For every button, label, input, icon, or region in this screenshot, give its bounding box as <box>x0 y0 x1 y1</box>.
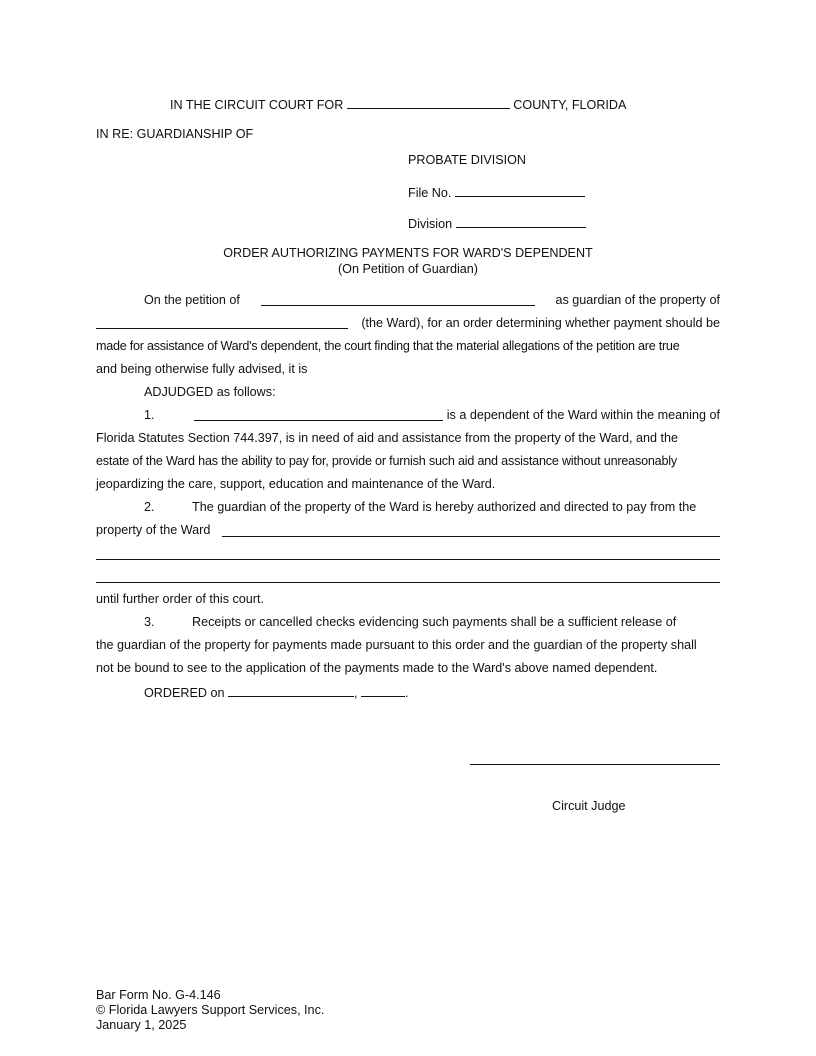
bar-form-number: Bar Form No. G-4.146 <box>96 988 221 1002</box>
petition-line-2 <box>96 316 720 330</box>
petition-line-4: and being otherwise fully advised, it is <box>96 362 308 376</box>
item-1-text-a: is a dependent of the Ward within the meaning of <box>446 408 720 422</box>
file-no-field <box>408 184 585 200</box>
county-blank[interactable] <box>347 96 510 109</box>
in-re-label: IN RE: GUARDIANSHIP OF <box>96 127 254 141</box>
ordered-line <box>144 684 408 700</box>
petition-line-3: made for assistance of Ward's dependent, the court finding that the material allegations of the petition are true <box>96 339 680 353</box>
court-suffix: COUNTY, FLORIDA <box>513 98 627 112</box>
probate-division-label: PROBATE DIVISION <box>408 153 527 167</box>
order-year-blank[interactable] <box>361 684 405 697</box>
court-prefix: IN THE CIRCUIT COURT FOR <box>170 98 344 112</box>
judge-signature-line[interactable] <box>470 764 720 765</box>
item-3-number: 3. <box>144 615 155 629</box>
order-date-blank[interactable] <box>228 684 354 697</box>
item-1-line-1 <box>96 408 720 422</box>
ordered-period: . <box>404 686 409 700</box>
petition-of-text: On the petition of <box>144 293 240 307</box>
item-2-line-2: property of the Ward <box>96 523 211 537</box>
order-subtitle: (On Petition of Guardian) <box>337 262 478 276</box>
item-3-line-2: the guardian of the property for payments made pursuant to this order and the guardian of the property shall <box>96 638 697 652</box>
item-3-line-1: Receipts or cancelled checks evidencing such payments shall be a sufficient release of <box>192 615 677 629</box>
item-2-line-3: until further order of this court. <box>96 592 264 606</box>
item-3-line-3: not be bound to see to the application of the payments made to the Ward's above named dependent. <box>96 661 658 675</box>
ordered-comma: , <box>353 686 358 700</box>
order-title: ORDER AUTHORIZING PAYMENTS FOR WARD'S DEPENDENT <box>223 246 593 260</box>
file-no-blank[interactable] <box>455 184 585 197</box>
item-2-line-1: The guardian of the property of the Ward is hereby authorized and directed to pay from the <box>192 500 697 514</box>
adjudged-text: ADJUDGED as follows: <box>144 385 276 399</box>
item-1-line-4: jeopardizing the care, support, education and maintenance of the Ward. <box>96 477 496 491</box>
item-2-number: 2. <box>144 500 155 514</box>
petition-line-1 <box>96 293 720 307</box>
ordered-text: ORDERED on <box>144 686 225 700</box>
item-1-number: 1. <box>144 408 155 422</box>
copyright-notice: © Florida Lawyers Support Services, Inc. <box>96 1003 325 1017</box>
court-heading <box>170 96 626 112</box>
file-no-label: File No. <box>408 186 452 200</box>
payment-details-blank-1[interactable] <box>222 536 720 537</box>
form-date: January 1, 2025 <box>96 1018 187 1032</box>
the-ward-text: (the Ward), for an order determining whether payment should be <box>361 316 720 330</box>
division-field-label: Division <box>408 217 453 231</box>
circuit-judge-label: Circuit Judge <box>552 799 626 813</box>
petitioner-blank[interactable] <box>261 293 535 306</box>
division-blank[interactable] <box>456 215 586 228</box>
item-1-line-2: Florida Statutes Section 744.397, is in need of aid and assistance from the property of the Ward, and the <box>96 431 678 445</box>
guardian-of-text: as guardian of the property of <box>555 293 720 307</box>
item-1-line-3: estate of the Ward has the ability to pay for, provide or furnish such aid and assistance without unreasonably <box>96 454 677 468</box>
ward-name-blank[interactable] <box>96 316 348 329</box>
dependent-name-blank[interactable] <box>194 408 443 421</box>
payment-details-blank-3[interactable] <box>96 582 720 583</box>
division-field <box>408 215 586 231</box>
payment-details-blank-2[interactable] <box>96 559 720 560</box>
